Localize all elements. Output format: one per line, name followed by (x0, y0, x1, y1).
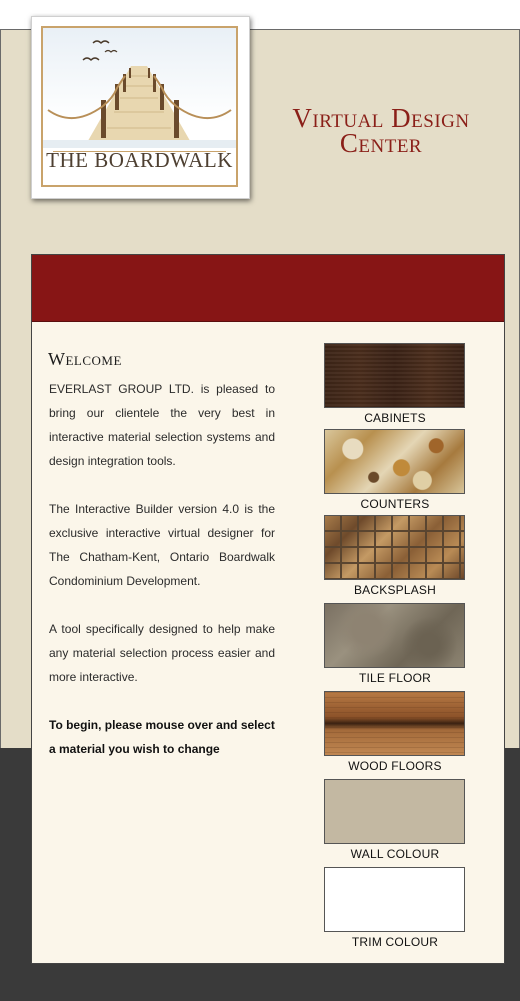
wood-floors-label: WOOD FLOORS (348, 759, 442, 773)
panel-header-bar (32, 255, 504, 322)
call-to-action: To begin, please mouse over and select a material you wish to change (49, 718, 275, 756)
material-wall-colour[interactable] (324, 779, 466, 861)
wood-floors-swatch[interactable] (324, 691, 465, 756)
cabinets-swatch[interactable] (324, 343, 465, 408)
page-title (278, 103, 484, 158)
welcome-heading: Welcome (48, 349, 122, 369)
page-title-line1: Virtual Design (292, 103, 470, 133)
wall-colour-swatch[interactable] (324, 779, 465, 844)
counters-label: COUNTERS (360, 497, 430, 511)
welcome-paragraph: EVERLAST GROUP LTD. is pleased to bring our clientele the very best in interactive material selection systems and design integration tools. (49, 382, 275, 468)
tile-floor-swatch[interactable] (324, 603, 465, 668)
material-backsplash[interactable] (324, 515, 466, 597)
tile-floor-label: TILE FLOOR (358, 671, 431, 685)
welcome-paragraph: A tool specifically designed to help make any material selection process easier and more interactive. (49, 622, 275, 684)
logo-name: THE BOARDWALK (46, 148, 233, 172)
material-counters[interactable] (324, 429, 466, 511)
trim-colour-label: TRIM COLOUR (351, 935, 439, 949)
backsplash-label: BACKSPLASH (353, 583, 437, 597)
cabinets-label: CABINETS (364, 411, 426, 425)
bird-icon (83, 58, 99, 60)
boardwalk-logo[interactable] (31, 16, 250, 199)
welcome-paragraph: The Interactive Builder version 4.0 is the exclusive interactive virtual designer for The Chatham-Kent, Ontario Boardwalk Condominium Development. (49, 502, 275, 588)
backsplash-swatch[interactable] (324, 515, 465, 580)
material-tile-floor[interactable] (324, 603, 466, 685)
design-panel (31, 254, 505, 964)
logo-frame (41, 26, 238, 187)
counters-swatch[interactable] (324, 429, 465, 494)
material-wood-floors[interactable] (324, 691, 466, 773)
bird-icon (105, 51, 117, 53)
page-title-line2: Center (339, 128, 423, 158)
welcome-copy (49, 377, 275, 785)
bird-icon (93, 41, 109, 43)
material-cabinets[interactable] (324, 343, 466, 425)
wall-colour-label: WALL COLOUR (350, 847, 440, 861)
trim-colour-swatch[interactable] (324, 867, 465, 932)
material-trim-colour[interactable] (324, 867, 466, 949)
